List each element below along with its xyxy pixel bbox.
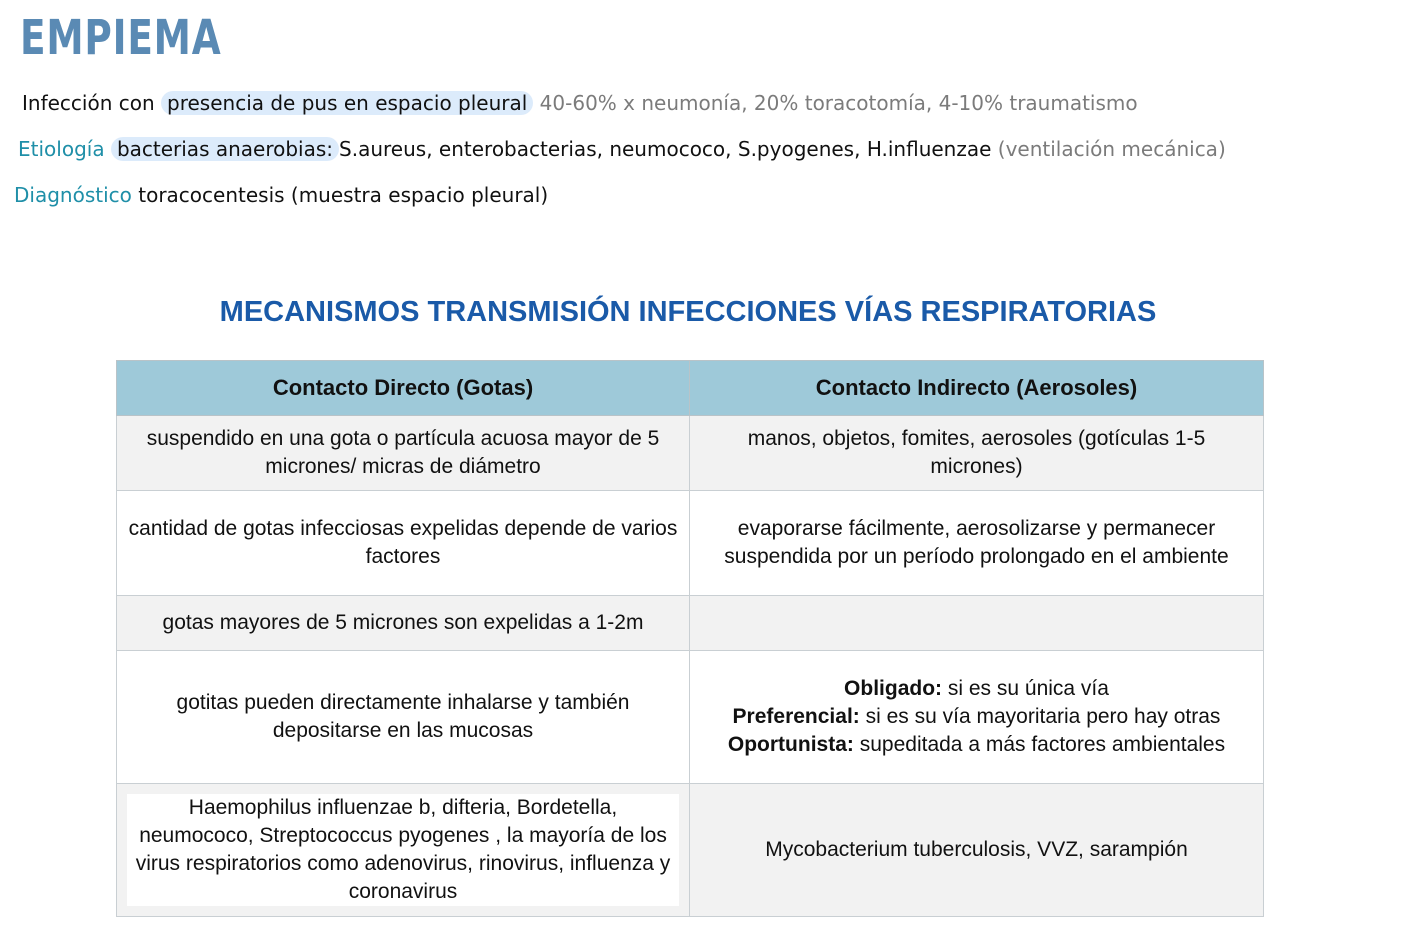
cell-indirect: manos, objetos, fomites, aerosoles (gotículas 1-5 micrones) <box>690 416 1264 491</box>
note-infection-label: Infección con <box>22 91 155 115</box>
definition-oportunista <box>700 731 1253 759</box>
definition-desc: si es su vía mayoritaria pero hay otras <box>859 705 1221 728</box>
cell-direct-examples <box>117 784 690 917</box>
note-diagnosis-label: Diagnóstico <box>14 183 132 207</box>
section-title: MECANISMOS TRANSMISIÓN INFECCIONES VÍAS RESPIRATORIAS <box>219 296 1157 328</box>
cell-direct: suspendido en una gota o partícula acuosa mayor de 5 micrones/ micras de diámetro <box>117 416 690 491</box>
page-title: EMPIEMA <box>20 10 222 66</box>
table-header-row <box>117 361 1264 416</box>
note-etiology-paren: (ventilación mecánica) <box>997 137 1226 161</box>
cell-direct: cantidad de gotas infecciosas expelidas depende de varios factores <box>117 491 690 596</box>
cell-indirect-examples: Mycobacterium tuberculosis, VVZ, sarampión <box>690 784 1264 917</box>
cell-indirect: evaporarse fácilmente, aerosolizarse y permanecer suspendida por un período prolongado en el ambiente <box>690 491 1264 596</box>
definition-obligado <box>700 675 1253 703</box>
note-etiology-highlight: bacterias anaerobias: <box>111 137 339 161</box>
definition-term: Preferencial: <box>732 705 860 728</box>
definition-desc: si es su única vía <box>942 677 1109 700</box>
cell-indirect <box>690 596 1264 651</box>
note-etiology-text: S.aureus, enterobacterias, neumococo, S.pyogenes, H.influenzae <box>339 137 992 161</box>
cell-direct: gotitas pueden directamente inhalarse y también depositarse en las mucosas <box>117 651 690 784</box>
cell-indirect-definitions <box>690 651 1264 784</box>
cell-direct: gotas mayores de 5 micrones son expelidas a 1-2m <box>117 596 690 651</box>
note-diagnosis-text: toracocentesis (muestra espacio pleural) <box>138 183 549 207</box>
note-infection-highlight: presencia de pus en espacio pleural <box>161 91 533 115</box>
table-row <box>117 784 1264 917</box>
definition-desc: supeditada a más factores ambientales <box>853 733 1226 756</box>
definition-term: Oportunista: <box>727 733 854 756</box>
transmission-table <box>116 360 1264 917</box>
note-etiology-label: Etiología <box>18 137 105 161</box>
definition-term: Obligado: <box>844 677 943 700</box>
table-row <box>117 491 1264 596</box>
table-row <box>117 416 1264 491</box>
table-row <box>117 596 1264 651</box>
header-direct: Contacto Directo (Gotas) <box>117 361 690 416</box>
note-diagnosis <box>14 180 548 210</box>
direct-examples-text: Haemophilus influenzae b, difteria, Bordetella, neumococo, Streptococcus pyogenes , la mayoría de los virus respiratorios como adenovirus, rinovirus, influenza y coronavirus <box>127 794 679 906</box>
table-row <box>117 651 1264 784</box>
note-etiology <box>18 134 1226 164</box>
note-infection <box>22 88 1138 118</box>
note-infection-stats: 40-60% x neumonía, 20% toracotomía, 4-10% traumatismo <box>539 91 1138 115</box>
header-indirect: Contacto Indirecto (Aerosoles) <box>690 361 1264 416</box>
definition-preferencial <box>700 703 1253 731</box>
